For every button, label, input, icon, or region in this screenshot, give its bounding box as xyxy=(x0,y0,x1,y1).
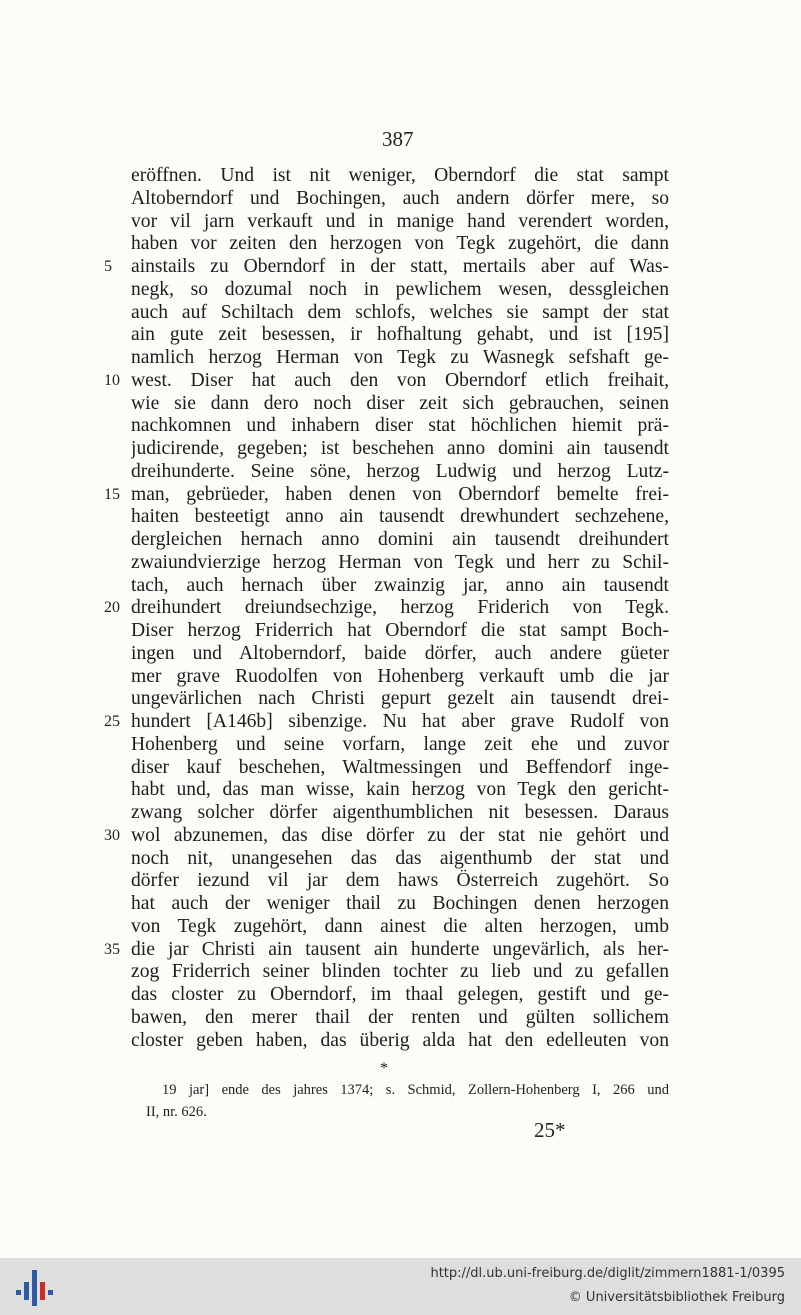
ub-freiburg-logo-icon[interactable] xyxy=(14,1268,54,1308)
text-line: west. Diser hat auch den von Oberndorf etlich freihait, xyxy=(131,370,669,391)
text-line: namlich herzog Herman von Tegk zu Wasnegk sefshaft ge- xyxy=(131,347,669,368)
text-line: tach, auch hernach über zwainzig jar, anno ain tausendt xyxy=(131,575,669,596)
text-line: dreihunderte. Seine söne, herzog Ludwig und herzog Lutz- xyxy=(131,461,669,482)
text-line: dergleichen hernach anno domini ain tausendt dreihundert xyxy=(131,529,669,550)
line-number: 35 xyxy=(104,941,120,958)
footnote-separator: * xyxy=(380,1060,388,1077)
footnote-line: 19 jar] ende des jahres 1374; s. Schmid, Zollern-Hohenberg I, 266 und xyxy=(162,1082,669,1098)
line-number: 10 xyxy=(104,372,120,389)
text-line: auch auf Schiltach dem schlofs, welches sie sampt der stat xyxy=(131,302,669,323)
line-number: 25 xyxy=(104,713,120,730)
line-number: 30 xyxy=(104,827,120,844)
text-line: bawen, den merer thail der renten und gülten sollichem xyxy=(131,1007,669,1028)
text-line: dreihundert dreiundsechzige, herzog Friderich von Tegk. xyxy=(131,597,669,618)
line-number: 5 xyxy=(104,258,112,275)
text-line: von Tegk zugehört, dann ainest die alten herzogen, umb xyxy=(131,916,669,937)
text-line: wol abzunemen, das dise dörfer zu der stat nie gehört und xyxy=(131,825,669,846)
text-line: mer grave Ruodolfen von Hohenberg verkauft umb die jar xyxy=(131,666,669,687)
text-line: nachkomnen und inhabern diser stat höchlichen hiemit prä- xyxy=(131,415,669,436)
text-line: Altoberndorf und Bochingen, auch andern dörfer mere, so xyxy=(131,188,669,209)
copyright-text: © Universitätsbibliothek Freiburg xyxy=(568,1290,785,1305)
line-number: 15 xyxy=(104,486,120,503)
text-line: noch nit, unangesehen das das aigenthumb der stat und xyxy=(131,848,669,869)
text-line: ungevärlichen nach Christi gepurt gezelt ain tausendt drei- xyxy=(131,688,669,709)
page-url-link[interactable]: http://dl.ub.uni-freiburg.de/diglit/zimmern1881-1/0395 xyxy=(430,1266,785,1281)
text-line: zwang solcher dörfer aigenthumblichen nit besessen. Daraus xyxy=(131,802,669,823)
text-line: ainstails zu Oberndorf in der statt, mertails aber auf Was- xyxy=(131,256,669,277)
text-line: das closter zu Oberndorf, im thaal gelegen, gestift und ge- xyxy=(131,984,669,1005)
text-line: zwaiundvierzige herzog Herman von Tegk und herr zu Schil- xyxy=(131,552,669,573)
text-line: haiten besteetigt anno ain tausendt drewhundert sechzehene, xyxy=(131,506,669,527)
text-line: negk, so dozumal noch in pewlichem wesen, dessgleichen xyxy=(131,279,669,300)
text-line: Hohenberg und seine vorfarn, lange zeit ehe und zuvor xyxy=(131,734,669,755)
text-line: closter geben haben, das überig alda hat den edelleuten von xyxy=(131,1030,669,1051)
footnote-line: II, nr. 626. xyxy=(146,1104,207,1120)
text-line: man, gebrüeder, haben denen von Oberndorf bemelte frei- xyxy=(131,484,669,505)
text-line: diser kauf beschehen, Waltmessingen und Beffendorf inge- xyxy=(131,757,669,778)
page-number: 387 xyxy=(382,127,414,151)
text-line: ain gute zeit besessen, ir hofhaltung gehabt, und ist [195] xyxy=(131,324,669,345)
text-line: ingen und Altoberndorf, baide dörfer, auch andere güeter xyxy=(131,643,669,664)
text-line: hat auch der weniger thail zu Bochingen denen herzogen xyxy=(131,893,669,914)
text-line: judicirende, gegeben; ist beschehen anno domini ain tausendt xyxy=(131,438,669,459)
signature-mark: 25* xyxy=(534,1118,566,1142)
text-line: wie sie dann dero noch diser zeit sich gebrauchen, seinen xyxy=(131,393,669,414)
text-line: habt und, das man wisse, kain herzog von Tegk den gericht- xyxy=(131,779,669,800)
text-line: hundert [A146b] sibenzige. Nu hat aber grave Rudolf von xyxy=(131,711,669,732)
viewer-footer xyxy=(0,1258,801,1315)
text-line: zog Friderrich seiner blinden tochter zu lieb und zu gefallen xyxy=(131,961,669,982)
text-line: eröffnen. Und ist nit weniger, Oberndorf die stat sampt xyxy=(131,165,669,186)
text-line: vor vil jarn verkauft und in manige hand verendert worden, xyxy=(131,211,669,232)
text-line: dörfer iezund vil jar dem haws Österreich zugehört. So xyxy=(131,870,669,891)
text-line: Diser herzog Friderrich hat Oberndorf die stat sampt Boch- xyxy=(131,620,669,641)
line-number: 20 xyxy=(104,599,120,616)
text-line: die jar Christi ain tausent ain hunderte ungevärlich, als her- xyxy=(131,939,669,960)
text-line: haben vor zeiten den herzogen von Tegk zugehört, die dann xyxy=(131,233,669,254)
